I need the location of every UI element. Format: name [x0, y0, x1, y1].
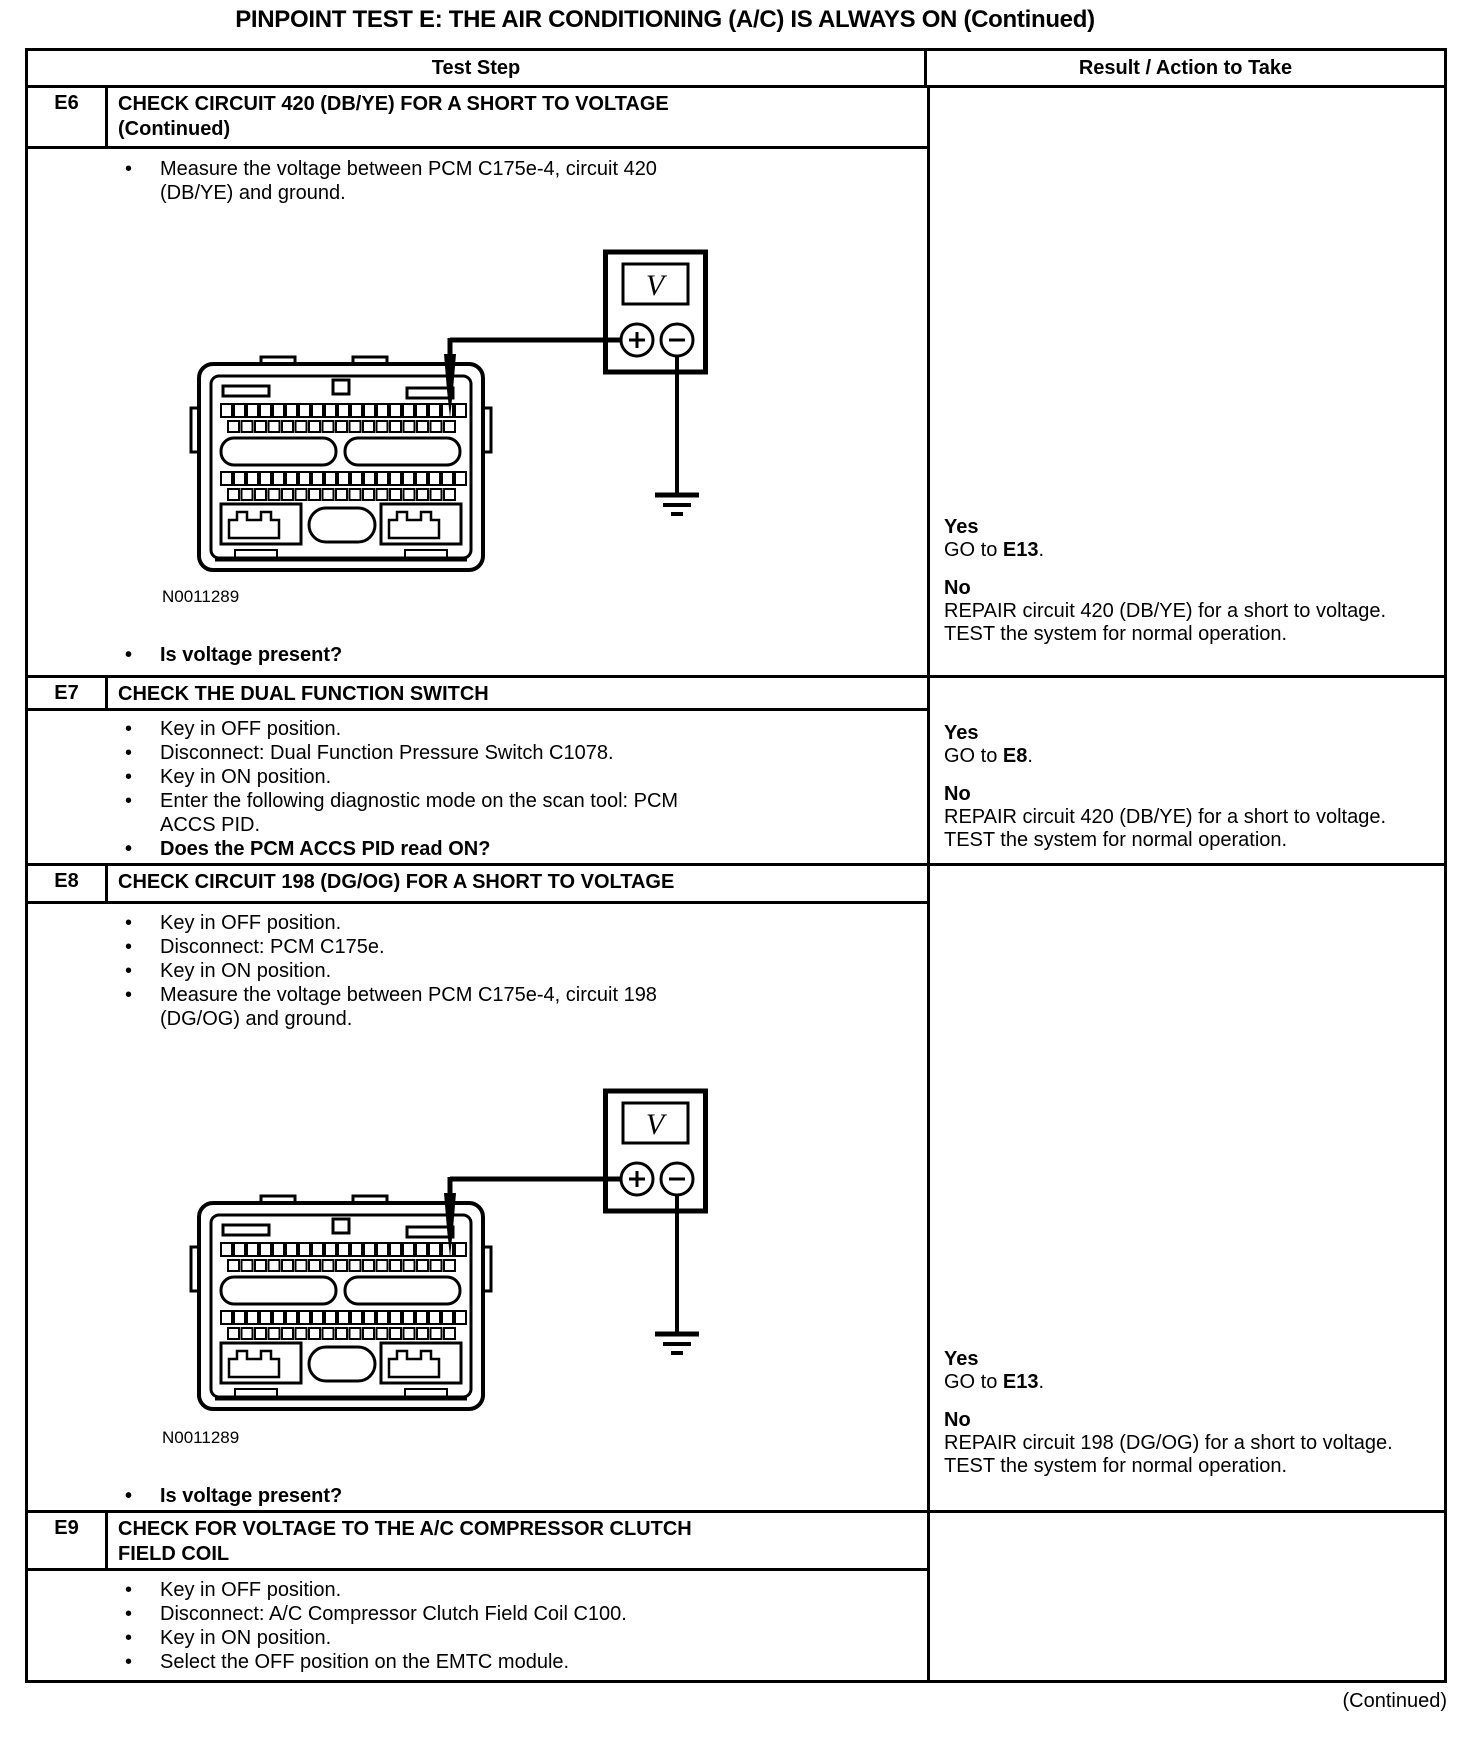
- bullet-icon: [125, 1650, 160, 1674]
- list-item: [28, 983, 927, 1031]
- page-title: PINPOINT TEST E: THE AIR CONDITIONING (A/C) IS ALWAYS ON (Continued): [235, 6, 1095, 33]
- step-title: CHECK FOR VOLTAGE TO THE A/C COMPRESSOR CLUTCH FIELD COIL: [118, 1518, 692, 1565]
- bullet-icon: [125, 765, 160, 789]
- column-header-result: Result / Action to Take: [1078, 56, 1293, 79]
- voltmeter-connector-figure: [150, 248, 710, 580]
- step-id: E8: [28, 866, 108, 901]
- step-id: E7: [28, 678, 108, 708]
- no-label: No: [944, 577, 971, 599]
- bullet-icon: [125, 741, 160, 765]
- list-item: [28, 1650, 927, 1674]
- pinpoint-test-table: [25, 48, 1447, 1683]
- result-cell-e9: [927, 1513, 1444, 1680]
- list-item: [28, 717, 927, 741]
- instruction-text: Enter the following diagnostic mode on the scan tool: PCM ACCS PID.: [160, 790, 679, 836]
- yes-label: Yes: [944, 722, 979, 744]
- result-cell-e7: [927, 678, 1444, 863]
- instruction-text: Key in ON position.: [160, 766, 332, 788]
- instruction-text: Disconnect: PCM C175e.: [160, 936, 385, 958]
- list-item: [28, 935, 927, 959]
- continued-note: (Continued): [1342, 1690, 1447, 1712]
- list-item: [28, 911, 927, 935]
- bullet-icon: [125, 935, 160, 959]
- bullet-icon: [125, 959, 160, 983]
- bullet-icon: [125, 789, 160, 837]
- step-id: E9: [28, 1513, 108, 1568]
- figure-number: N0011289: [162, 1428, 240, 1447]
- step-question: • Is voltage present?: [28, 643, 927, 667]
- instruction-text: Disconnect: Dual Function Pressure Switch C1078.: [160, 742, 614, 764]
- table-row-e8: [28, 866, 1444, 1513]
- table-header-row: [28, 51, 1444, 88]
- step-id: E6: [28, 88, 108, 146]
- result-cell-e8: [927, 866, 1444, 1510]
- yes-label: Yes: [944, 516, 979, 538]
- instruction-text: Key in OFF position.: [160, 1579, 342, 1601]
- step-body-e7: [28, 711, 927, 863]
- instruction-text: Measure the voltage between PCM C175e-4, circuit 198 (DG/OG) and ground.: [160, 984, 657, 1030]
- voltmeter-connector-figure: [150, 1087, 710, 1419]
- step-body-e8: [28, 904, 927, 1510]
- no-action: REPAIR circuit 420 (DB/YE) for a short to voltage. TEST the system for normal operation.: [944, 600, 1387, 645]
- yes-action: GO to E13.: [944, 539, 1045, 561]
- instruction-text: Key in ON position.: [160, 1627, 332, 1649]
- list-item: [28, 741, 927, 765]
- step-question: • Is voltage present?: [28, 1484, 927, 1508]
- bullet-icon: [125, 1578, 160, 1602]
- no-label: No: [944, 1409, 971, 1431]
- yes-action: GO to E13.: [944, 1371, 1045, 1393]
- list-item: [28, 157, 927, 205]
- list-item: [28, 1578, 927, 1602]
- instruction-text: Disconnect: A/C Compressor Clutch Field Coil C100.: [160, 1603, 627, 1625]
- list-item: [28, 765, 927, 789]
- no-action: REPAIR circuit 198 (DG/OG) for a short to voltage. TEST the system for normal operation.: [944, 1432, 1393, 1477]
- table-row-e7: [28, 678, 1444, 866]
- bullet-icon: [125, 911, 160, 935]
- bullet-icon: [125, 717, 160, 741]
- bullet-icon: [125, 1602, 160, 1626]
- bullet-icon: [125, 1484, 160, 1508]
- instruction-text: Key in OFF position.: [160, 912, 342, 934]
- result-cell-e6: [927, 88, 1444, 675]
- result-block: [944, 1348, 1406, 1478]
- no-action: REPAIR circuit 420 (DB/YE) for a short to voltage. TEST the system for normal operation.: [944, 806, 1387, 851]
- step-title: CHECK CIRCUIT 198 (DG/OG) FOR A SHORT TO VOLTAGE: [118, 871, 675, 893]
- list-item: [28, 1626, 927, 1650]
- column-header-test-step: Test Step: [28, 51, 927, 85]
- list-item: [28, 959, 927, 983]
- table-row-e9: [28, 1513, 1444, 1680]
- figure-number: N0011289: [162, 587, 240, 606]
- bullet-icon: [125, 157, 160, 205]
- bullet-icon: [125, 643, 160, 667]
- result-block: [944, 516, 1406, 646]
- list-item: [28, 789, 927, 837]
- result-block: [944, 722, 1406, 852]
- yes-action: GO to E8.: [944, 745, 1033, 767]
- no-label: No: [944, 783, 971, 805]
- list-item: [28, 1602, 927, 1626]
- instruction-text: Select the OFF position on the EMTC module.: [160, 1651, 570, 1673]
- yes-label: Yes: [944, 1348, 979, 1370]
- step-title: CHECK CIRCUIT 420 (DB/YE) FOR A SHORT TO VOLTAGE (Continued): [118, 93, 669, 140]
- bullet-icon: [125, 983, 160, 1031]
- instruction-text: Measure the voltage between PCM C175e-4, circuit 420 (DB/YE) and ground.: [160, 158, 657, 204]
- step-body-e9: [28, 1571, 927, 1680]
- instruction-text: Key in ON position.: [160, 960, 332, 982]
- table-row-e6: [28, 88, 1444, 678]
- step-body-e6: [28, 149, 927, 675]
- bullet-icon: [125, 837, 160, 861]
- step-question: • Does the PCM ACCS PID read ON?: [28, 837, 927, 861]
- instruction-text: Key in OFF position.: [160, 718, 342, 740]
- bullet-icon: [125, 1626, 160, 1650]
- step-title: CHECK THE DUAL FUNCTION SWITCH: [118, 683, 489, 705]
